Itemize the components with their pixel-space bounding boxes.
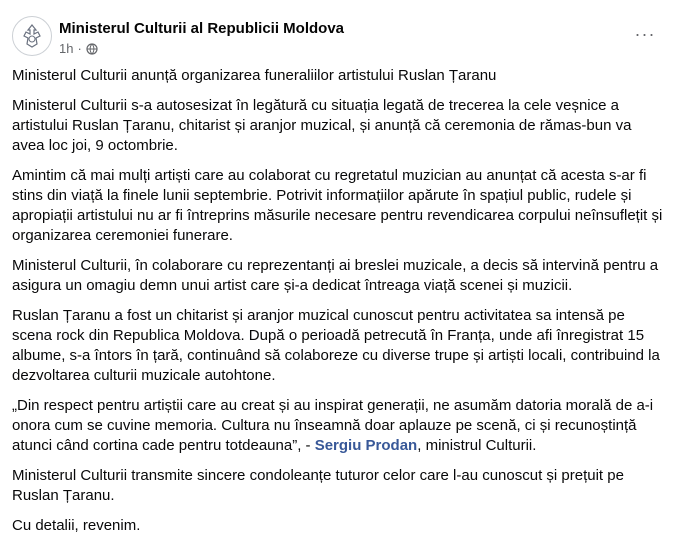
- post-header: [12, 12, 665, 56]
- post-timestamp[interactable]: 1h: [59, 41, 74, 56]
- mention-link[interactable]: Sergiu Prodan: [314, 437, 418, 454]
- post-paragraph: Amintim că mai mulți artiști care au colaborat cu regretatul muzician au anunțat că acesta s-ar fi stins din viață la finele lunii septembrie. Potrivit informațiilor apărute în spațiul public, rudele și apropiații artistului nu ar fi întreprins măsurile necesare pentru revendicarea corpului neînsuflețit și organizarea ceremoniei funerare.: [12, 167, 663, 244]
- meta-separator: ·: [77, 41, 82, 56]
- post-paragraph: Ministerul Culturii anunță organizarea funeraliilor artistului Ruslan Țaranu: [12, 67, 497, 84]
- post-paragraph: Ministerul Culturii, în colaborare cu reprezentanți ai breslei muzicale, a decis să intervină pentru a asigura un omagiu demn unui artist care și-a dedicat întreaga viață scenei și muzicii.: [12, 257, 659, 294]
- page-name-link[interactable]: Ministerul Culturii al Republicii Moldova: [59, 20, 345, 37]
- post-paragraph-quote: [12, 396, 665, 456]
- post-meta: [59, 41, 98, 56]
- quote-attribution: , ministrul Culturii.: [417, 437, 537, 454]
- post-paragraph: Cu detalii, revenim.: [12, 517, 141, 534]
- post-paragraph: Ruslan Țaranu a fost un chitarist și aranjor muzical cunoscut pentru activitatea sa intensă pe scena rock din Republica Moldova. După o perioadă petrecută în Franța, unde afi înregistrat 15 albume, s-a întors în țară, continuând să colaboreze cu diverse trupe și artiști locali, contribuind la dezvoltarea culturii muzicale autohtone.: [12, 307, 660, 384]
- page-avatar[interactable]: [12, 16, 52, 56]
- post-paragraph: Ministerul Culturii transmite sincere condoleanțe tuturor celor care l-au cunoscut și prețuit pe Ruslan Țaranu.: [12, 467, 624, 504]
- post-paragraph: Ministerul Culturii s-a autosesizat în legătură cu situația legată de trecerea la cele veșnice a artistului Ruslan Țaranu, chitarist și aranjor muzical, și anunță că ceremonia de rămas-bun va avea loc joi, 9 octombrie.: [12, 97, 632, 154]
- more-options-button[interactable]: ···: [634, 23, 656, 44]
- coat-of-arms-icon: [18, 22, 46, 50]
- globe-icon[interactable]: [86, 43, 98, 55]
- post-body: [12, 66, 665, 546]
- quote-text: „Din respect pentru artiștii care au creat și au inspirat generații, ne asumăm datoria morală de a-i onora cum se cuvine memoria. Cultura nu înseamnă doar aplauze pe scenă, ci și recunoștință atunci când cortina cade pentru totdeauna”, -: [12, 397, 654, 454]
